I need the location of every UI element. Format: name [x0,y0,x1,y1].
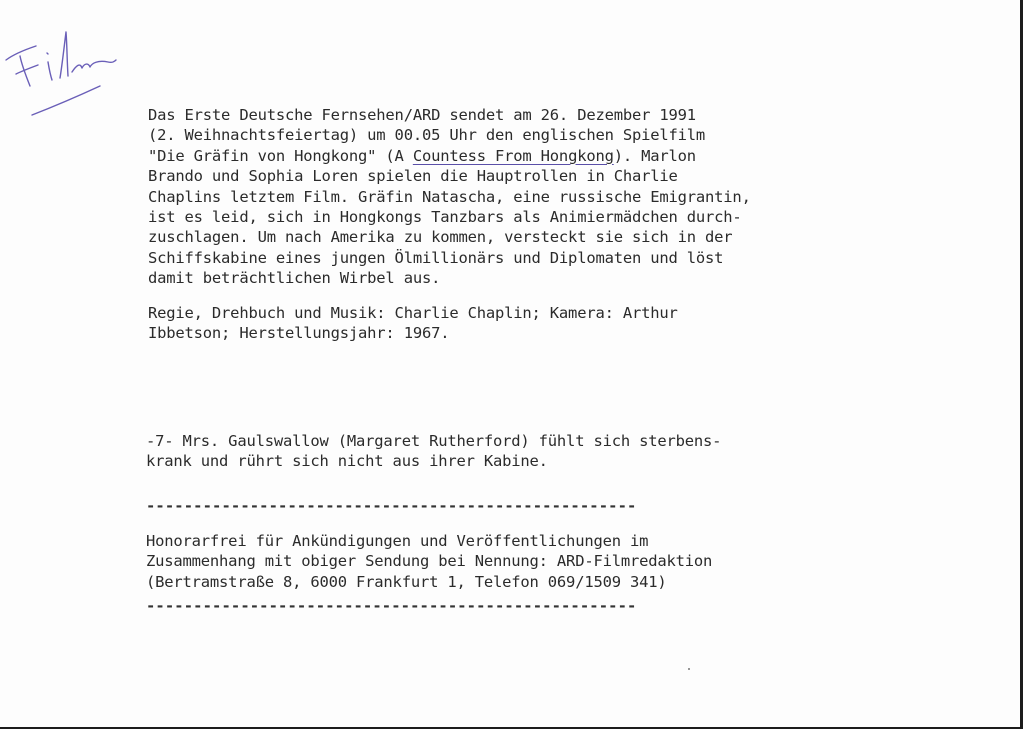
synopsis-line: (2. Weihnachtsfeiertag) um 00.05 Uhr den englischen Spielfilm [148,126,706,145]
notice-line: Honorarfrei für Ankündigungen und Veröffentlichungen im [146,532,649,550]
copyright-notice [146,531,712,592]
synopsis-line: damit beträchtlichen Wirbel aus. [148,269,441,288]
synopsis-line-title-end: ). Marlon [613,146,696,165]
synopsis-line: Chaplins letztem Film. Gräfin Natascha, eine russische Emigrantin, [148,187,751,206]
separator-top: ---------------------------------------------------- [146,497,637,515]
synopsis-line-title-start: "Die Gräfin von Hongkong" (A [148,146,413,165]
synopsis-line: zuschlagen. Um nach Amerika zu kommen, versteckt sie sich in der [148,228,733,247]
notice-line: Zusammenhang mit obiger Sendung bei Nennung: ARD-Filmredaktion [146,552,713,571]
handwritten-annotation [0,20,130,130]
credits-line: Regie, Drehbuch und Musik: Charlie Chaplin; Kamera: Arthur [148,304,678,322]
synopsis-line: Brando und Sophia Loren spielen die Hauptrollen in Charlie [148,167,678,186]
paper-speck [688,668,690,670]
caption-line: -7- Mrs. Gaulswallow (Margaret Rutherford) fühlt sich sterbens- [146,432,722,450]
synopsis-line: Schiffskabine eines jungen Ölmillionärs und Diplomaten und löst [148,248,724,267]
synopsis-line: Das Erste Deutsche Fernsehen/ARD sendet am 26. Dezember 1991 [148,106,696,124]
synopsis-paragraph [148,105,751,289]
separator-bottom: ---------------------------------------------------- [146,597,637,615]
credits-line: Ibbetson; Herstellungsjahr: 1967. [148,324,450,343]
notice-line: (Bertramstraße 8, 6000 Frankfurt 1, Telefon 069/1509 341) [146,572,667,591]
english-title-underlined: Countess From Hongkong [412,146,614,165]
caption-line: krank und rührt sich nicht aus ihrer Kabine. [146,452,548,471]
synopsis-line: ist es leid, sich in Hongkongs Tanzbars als Animiermädchen durch- [148,208,742,227]
credits-paragraph [148,303,678,344]
photo-caption [146,431,721,472]
